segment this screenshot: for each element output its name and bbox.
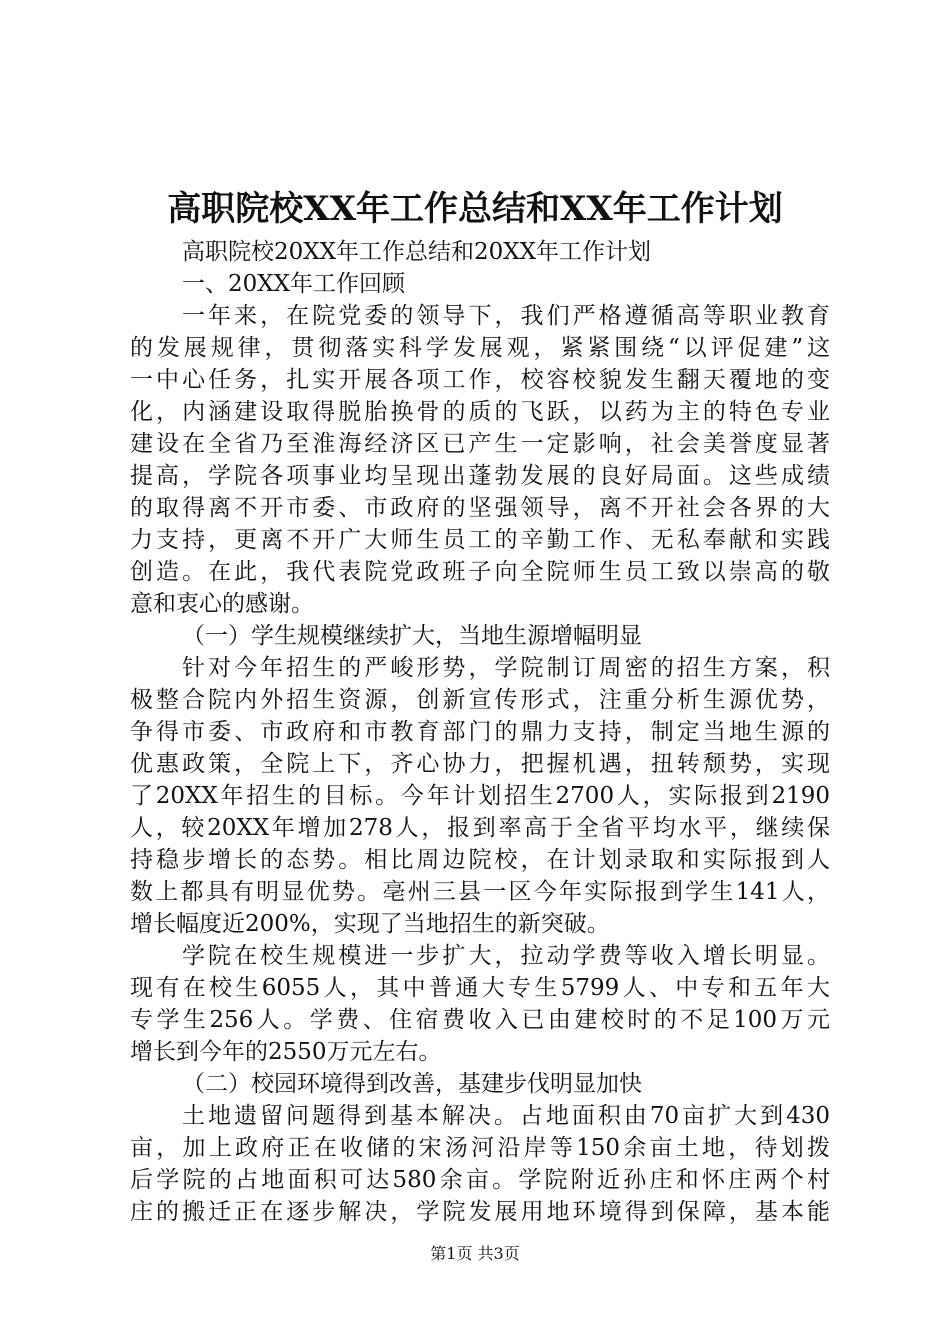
- body-line: 亩，加上政府正在收储的宋汤河沿岸等150余亩土地，待划拨: [130, 1135, 830, 1161]
- body-line: 一、20XX年工作回顾: [182, 271, 406, 297]
- body-line: 的发展规律，贯彻落实科学发展观，紧紧围绕“以评促建”这: [130, 335, 830, 361]
- body-line: 持稳步增长的态势。相比周边院校，在计划录取和实际报到人: [130, 847, 830, 873]
- body-line: 意和衷心的感谢。: [130, 591, 314, 617]
- body-line: 增长到今年的2550万元左右。: [130, 1039, 442, 1065]
- page-footer: 第1页 共3页: [430, 1244, 520, 1263]
- body-line: 了20XX年招生的目标。今年计划招生2700人，实际报到2190: [130, 783, 830, 809]
- body-line: 针对今年招生的严峻形势，学院制订周密的招生方案，积: [182, 655, 830, 681]
- body-line: 力支持，更离不开广大师生员工的辛勤工作、无私奉献和实践: [130, 527, 830, 553]
- body-line: 高职院校20XX年工作总结和20XX年工作计划: [182, 239, 652, 265]
- body-line: 优惠政策，全院上下，齐心协力，把握机遇，扭转颓势，实现: [130, 751, 830, 777]
- body-line: 人，较20XX年增加278人，报到率高于全省平均水平，继续保: [130, 815, 830, 841]
- body-line: 极整合院内外招生资源，创新宣传形式，注重分析生源优势，: [130, 687, 830, 713]
- document-title: 高职院校XX年工作总结和XX年工作计划: [167, 189, 783, 229]
- body-line: 化，内涵建设取得脱胎换骨的质的飞跃，以药为主的特色专业: [130, 399, 830, 425]
- body-line: 提高，学院各项事业均呈现出蓬勃发展的良好局面。这些成绩: [130, 463, 830, 489]
- body-line: 的取得离不开市委、市政府的坚强领导，离不开社会各界的大: [130, 495, 830, 521]
- body-line: 一中心任务，扎实开展各项工作，校容校貌发生翻天覆地的变: [130, 367, 830, 393]
- body-line: 一年来，在院党委的领导下，我们严格遵循高等职业教育: [182, 303, 830, 329]
- document-body: [130, 236, 830, 1228]
- body-line: 学院在校生规模进一步扩大，拉动学费等收入增长明显。: [182, 943, 830, 969]
- body-line: （一）学生规模继续扩大，当地生源增幅明显: [182, 623, 642, 649]
- body-line: 建设在全省乃至淮海经济区已产生一定影响，社会美誉度显著: [130, 431, 830, 457]
- body-line: 增长幅度近200%，实现了当地招生的新突破。: [130, 911, 610, 937]
- body-line: （二）校园环境得到改善，基建步伐明显加快: [182, 1071, 642, 1097]
- body-line: 专学生256人。学费、住宿费收入已由建校时的不足100万元: [130, 1007, 830, 1033]
- body-line: 数上都具有明显优势。亳州三县一区今年实际报到学生141人，: [130, 879, 830, 905]
- body-line: 后学院的占地面积可达580余亩。学院附近孙庄和怀庄两个村: [130, 1167, 830, 1193]
- body-line: 创造。在此，我代表院党政班子向全院师生员工致以崇高的敬: [130, 559, 830, 585]
- body-line: 土地遗留问题得到基本解决。占地面积由70亩扩大到430: [182, 1103, 830, 1129]
- body-line: 庄的搬迁正在逐步解决，学院发展用地环境得到保障，基本能: [130, 1199, 830, 1225]
- body-line: 争得市委、市政府和市教育部门的鼎力支持，制定当地生源的: [130, 719, 830, 745]
- body-line: 现有在校生6055人，其中普通大专生5799人、中专和五年大: [130, 975, 830, 1001]
